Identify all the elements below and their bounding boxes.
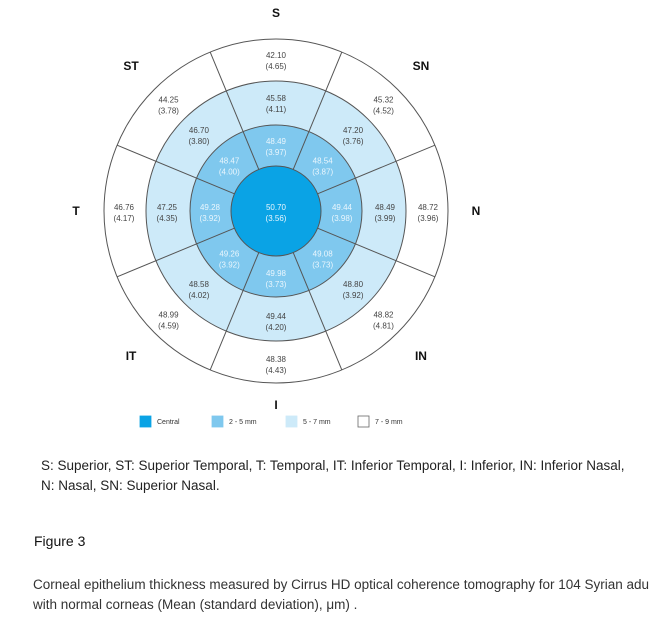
direction-label-t: T <box>72 204 80 218</box>
mean-value: 46.70 <box>188 125 209 135</box>
legend-item <box>286 416 331 427</box>
mean-value: 45.32 <box>373 95 394 105</box>
sd-value: (4.17) <box>113 214 135 223</box>
mean-value: 48.49 <box>374 203 396 212</box>
mean-value: 45.58 <box>265 94 287 103</box>
legend-label: Central <box>157 419 180 426</box>
legend-label: 2 - 5 mm <box>229 419 257 426</box>
sd-value: (4.43) <box>265 366 287 375</box>
mean-value: 48.99 <box>158 310 179 320</box>
direction-label-s: S <box>271 6 281 20</box>
mean-value: 49.26 <box>219 249 240 259</box>
sd-value: (3.76) <box>342 136 364 146</box>
legend-swatch <box>140 416 151 427</box>
mean-value: 48.72 <box>417 203 439 212</box>
legend-label: 5 - 7 mm <box>303 419 331 426</box>
direction-label-st: ST <box>123 59 139 74</box>
legend <box>140 416 403 427</box>
sd-value: (3.92) <box>199 214 221 223</box>
sd-value: (4.52) <box>373 106 394 116</box>
mean-value: 48.38 <box>265 355 287 364</box>
sd-value: (4.02) <box>188 291 210 301</box>
legend-swatch <box>286 416 297 427</box>
mean-value: 46.76 <box>113 203 135 212</box>
sd-value: (3.73) <box>312 260 334 270</box>
mean-value: 49.28 <box>199 203 221 212</box>
mean-value: 47.20 <box>343 125 364 135</box>
mean-value: 48.49 <box>265 137 287 146</box>
sd-value: (3.99) <box>374 214 396 223</box>
mean-value: 48.58 <box>188 280 209 290</box>
mean-value: 50.70 <box>265 203 287 212</box>
mean-value: 44.25 <box>158 95 179 105</box>
direction-label-i: I <box>274 398 278 412</box>
sd-value: (4.59) <box>158 321 179 331</box>
legend-label: 7 - 9 mm <box>375 419 403 426</box>
sd-value: (3.56) <box>265 214 287 223</box>
direction-label-in: IN <box>414 348 427 363</box>
figure-label: Figure 3 <box>34 533 86 549</box>
sd-value: (4.00) <box>218 167 240 177</box>
mean-value: 49.08 <box>312 249 333 259</box>
sd-value: (3.96) <box>417 214 439 223</box>
legend-item <box>212 416 257 427</box>
mean-value: 49.98 <box>265 269 287 278</box>
sd-value: (4.81) <box>373 321 394 331</box>
figure-caption <box>33 575 660 615</box>
sd-value: (3.92) <box>342 291 364 301</box>
sd-value: (4.35) <box>156 214 178 223</box>
mean-value: 48.54 <box>312 156 333 166</box>
direction-label-sn: SN <box>412 59 430 74</box>
mean-value: 47.25 <box>156 203 178 212</box>
mean-value: 49.44 <box>265 312 287 321</box>
sd-value: (3.98) <box>331 214 353 223</box>
mean-value: 48.80 <box>343 280 364 290</box>
legend-swatch <box>212 416 223 427</box>
caption-line-1: Corneal epithelium thickness measured by Cirrus HD optical coherence tomography for 104 Syrian adu <box>33 577 650 592</box>
mean-value: 48.82 <box>373 310 394 320</box>
sd-value: (3.78) <box>158 106 179 116</box>
sd-value: (4.65) <box>265 62 287 71</box>
mean-value: 42.10 <box>265 51 287 60</box>
legend-swatch <box>358 416 369 427</box>
mean-value: 48.47 <box>219 156 240 166</box>
sd-value: (3.87) <box>312 167 334 177</box>
sd-value: (4.20) <box>265 323 287 332</box>
sd-value: (3.73) <box>265 280 287 289</box>
legend-item <box>140 416 180 427</box>
sd-value: (3.80) <box>188 136 210 146</box>
sd-value: (4.11) <box>265 105 287 114</box>
sd-value: (3.92) <box>218 260 240 270</box>
sd-value: (3.97) <box>265 148 287 157</box>
legend-item <box>358 416 403 427</box>
mean-value: 49.44 <box>331 203 353 212</box>
abbreviation-note: S: Superior, ST: Superior Temporal, T: Temporal, IT: Inferior Temporal, I: Inferior, IN: Inferior Nasal, N: Nasal, SN: Superior Nasal. <box>41 458 625 493</box>
caption-line-2: with normal corneas (Mean (standard deviation), μm) . <box>33 597 358 612</box>
direction-label-n: N <box>471 204 481 218</box>
direction-label-it: IT <box>125 348 137 363</box>
